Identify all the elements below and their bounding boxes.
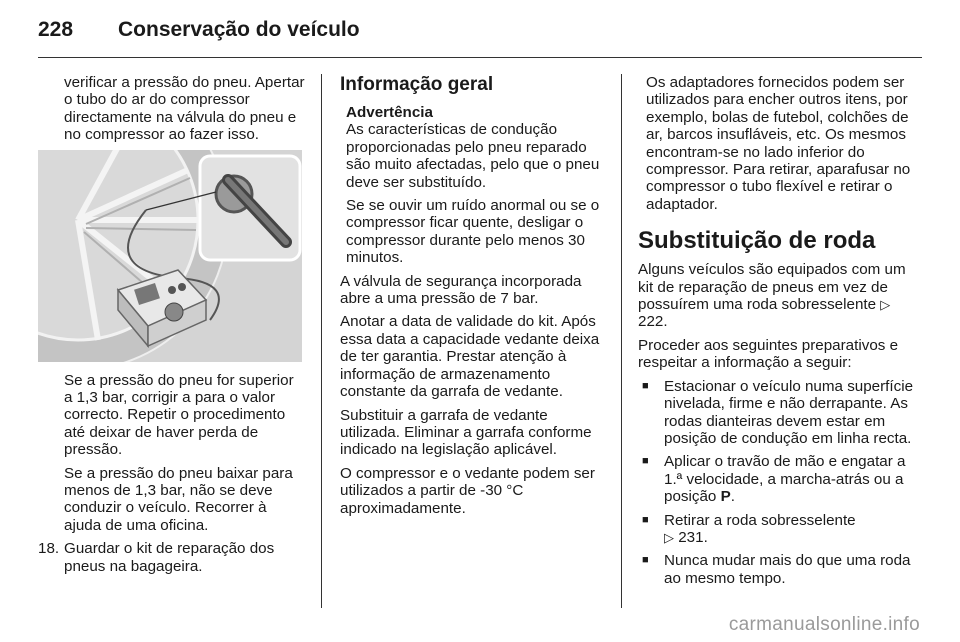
paragraph: Se se ouvir um ruído anormal ou se o compressor ficar quente, desligar o compressor durante pelo menos 30 minutos. (346, 197, 600, 267)
list-item (638, 512, 924, 547)
section-heading: Informação geral (340, 74, 494, 95)
page-ref-arrow-icon: ▷ (664, 529, 674, 545)
page-ref-arrow-icon: ▷ (880, 297, 891, 313)
list-item (638, 453, 924, 505)
tire-compressor-figure (38, 150, 302, 362)
list-text: Nunca mudar mais do que uma roda ao mesmo tempo. (664, 552, 911, 587)
page-number: 228 (38, 18, 74, 41)
column-divider-2 (621, 74, 622, 608)
paragraph: Os adaptadores fornecidos podem ser utilizados para encher outros itens, por exemplo, bolas de futebol, colchões de ar, barcos insufláveis, etc. Os mesmos encontram-se no lado inferior do compressor. Para retirar, aparafusar no compressor o tubo flexível e retirar o adaptador. (646, 74, 911, 213)
column-divider-1 (321, 74, 322, 608)
paragraph: Se a pressão do pneu baixar para menos de 1,3 bar, não se deve conduzir o veículo. Recorrer à ajuda de uma oficina. (64, 464, 293, 534)
paragraph: A válvula de segurança incorporada abre a uma pressão de 7 bar. (340, 272, 582, 308)
list-text: Estacionar o veículo numa superfície nivelada, firme e não derrapante. As rodas dianteiras devem estar em posição de condução em linha recta. (664, 377, 914, 447)
page-ref[interactable]: 222. (638, 313, 668, 331)
list-text-part: Aplicar o travão de mão e engatar a 1.ª velocidade, a marcha-atrás ou a posição (664, 453, 906, 506)
page-ref[interactable]: 231. (678, 528, 708, 546)
page-header (38, 18, 360, 48)
column-1 (38, 74, 306, 581)
header-rule (38, 57, 922, 58)
paragraph: As características de condução proporcionadas pelo pneu reparado são muito afectadas, pelo que o pneu deve ser substituído. (346, 121, 600, 191)
warning-box (340, 104, 608, 267)
bullet-square-icon: ■ (642, 554, 649, 567)
paragraph: Substituir a garrafa de vedante utilizada. Eliminar a garrafa conforme indicado na legislação aplicável. (340, 406, 592, 459)
paragraph: verificar a pressão do pneu. Apertar o tubo do ar do compressor directamente na válvula do pneu e no compressor ao fazer isso. (64, 74, 305, 144)
paragraph: O compressor e o vedante podem ser utilizados a partir de -30 °C aproximadamente. (340, 464, 595, 517)
page-title: Conservação do veículo (118, 18, 360, 41)
watermark: carmanualsonline.info (728, 614, 920, 635)
list-number: 18. (38, 540, 60, 558)
list-text-part: Retirar a roda sobresselente (664, 511, 856, 529)
list-item (638, 378, 924, 448)
warning-title: Advertência (346, 104, 433, 121)
list-item (38, 540, 306, 575)
bullet-square-icon: ■ (642, 379, 649, 392)
gear-position: P (720, 488, 731, 506)
list-text: Aplicar o travão de mão e engatar a 1.ª velocidade, a marcha-atrás ou a posição P. (664, 453, 906, 506)
list-text: Guardar o kit de reparação dos pneus na bagageira. (64, 540, 275, 575)
column-3 (638, 74, 924, 593)
paragraph-text: Alguns veículos são equipados com um kit de reparação de pneus em vez de possuírem uma roda sobresselente (638, 261, 906, 314)
bullet-square-icon: ■ (642, 513, 649, 526)
paragraph: Anotar a data de validade do kit. Após essa data a capacidade vedante deixa de ter garantia. Prestar atenção à informação de armazenamento constante da garrafa de vedante. (340, 313, 600, 401)
section-heading: Substituição de roda (638, 227, 876, 255)
paragraph: Se a pressão do pneu for superior a 1,3 bar, corrigir a para o valor correcto. Repetir o procedimento até deixar de haver perda de pressão. (64, 371, 294, 459)
paragraph: Proceder aos seguintes preparativos e respeitar a informação a seguir: (638, 336, 899, 372)
list-text (664, 512, 856, 547)
list-item (638, 552, 924, 587)
column-2 (340, 74, 608, 523)
paragraph (638, 261, 924, 331)
wheel-compressor-illustration (38, 150, 302, 362)
bullet-square-icon: ■ (642, 455, 649, 468)
